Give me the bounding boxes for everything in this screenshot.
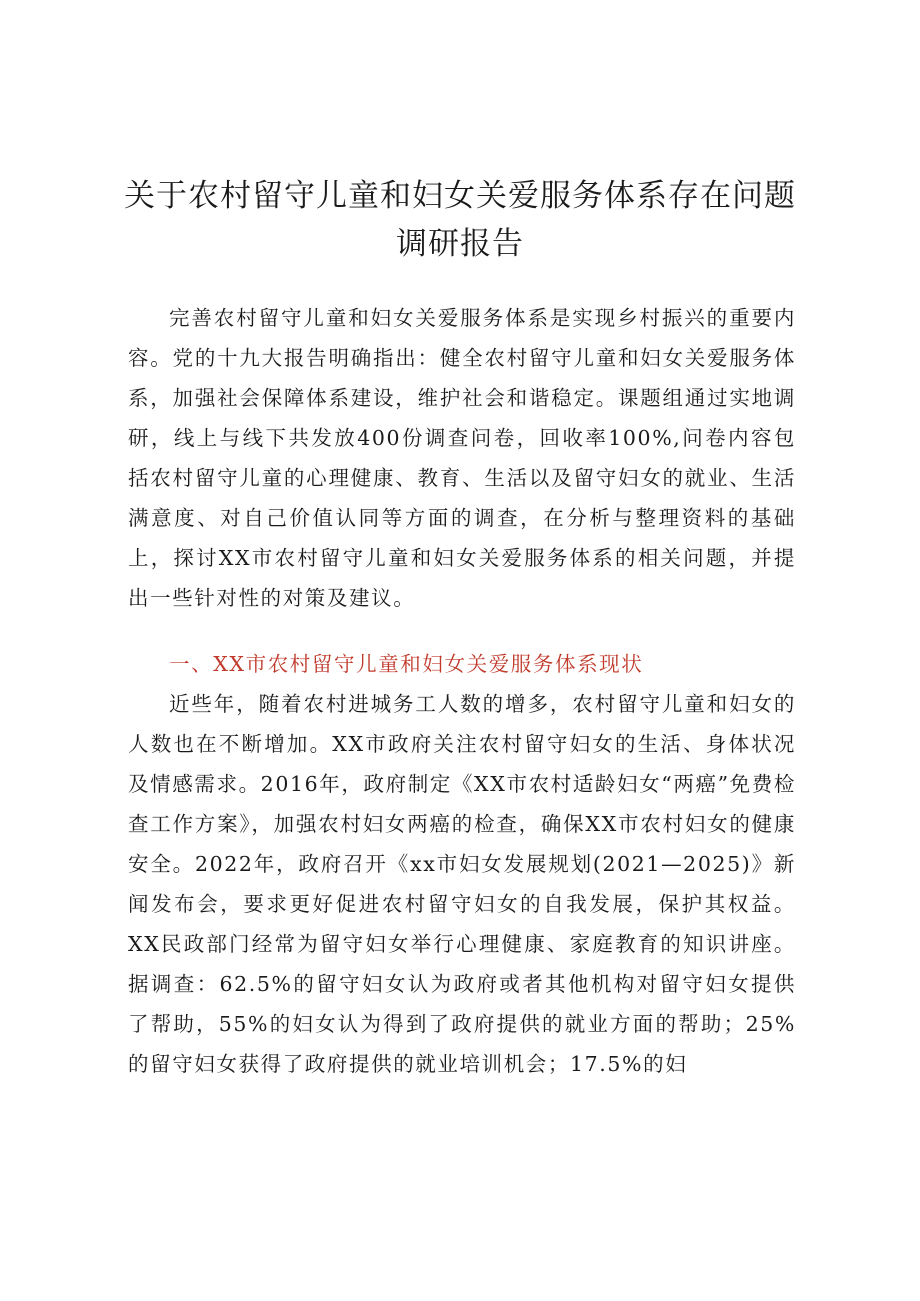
section-heading-1: 一、XX市农村留守儿童和妇女关爱服务体系现状: [169, 652, 644, 676]
document-title: 关于农村留守儿童和妇女关爱服务体系存在问题调研报告: [124, 178, 796, 262]
section-1-paragraph: 近些年，随着农村进城务工人数的增多，农村留守儿童和妇女的人数也在不断增加。XX市政府关注农村留守妇女的生活、身体状况及情感需求。2016年，政府制定《XX市农村适龄妇女“两癌”免费检查工作方案》，加强农村妇女两癌的检查，确保XX市农村妇女的健康安全。2022年，政府召开《xx市妇女发展规划(2021—2025)》新闻发布会，要求更好促进农村留守妇女的自我发展，保护其权益。XX民政部门经常为留守妇女举行心理健康、家庭教育的知识讲座。据调查：62.5%的留守妇女认为政府或者其他机构对留守妇女提供了帮助，55%的妇女认为得到了政府提供的就业方面的帮助；25%的留守妇女获得了政府提供的就业培训机会；17.5%的妇: [128, 692, 796, 1076]
intro-paragraph: 完善农村留守儿童和妇女关爱服务体系是实现乡村振兴的重要内容。党的十九大报告明确指出：健全农村留守儿童和妇女关爱服务体系，加强社会保障体系建设，维护社会和谐稳定。课题组通过实地调研，线上与线下共发放400份调查问卷，回收率100%,问卷内容包括农村留守儿童的心理健康、教育、生活以及留守妇女的就业、生活满意度、对自己价值认同等方面的调查，在分析与整理资料的基础上，探讨XX市农村留守儿童和妇女关爱服务体系的相关问题，并提出一些针对性的对策及建议。: [128, 306, 796, 610]
